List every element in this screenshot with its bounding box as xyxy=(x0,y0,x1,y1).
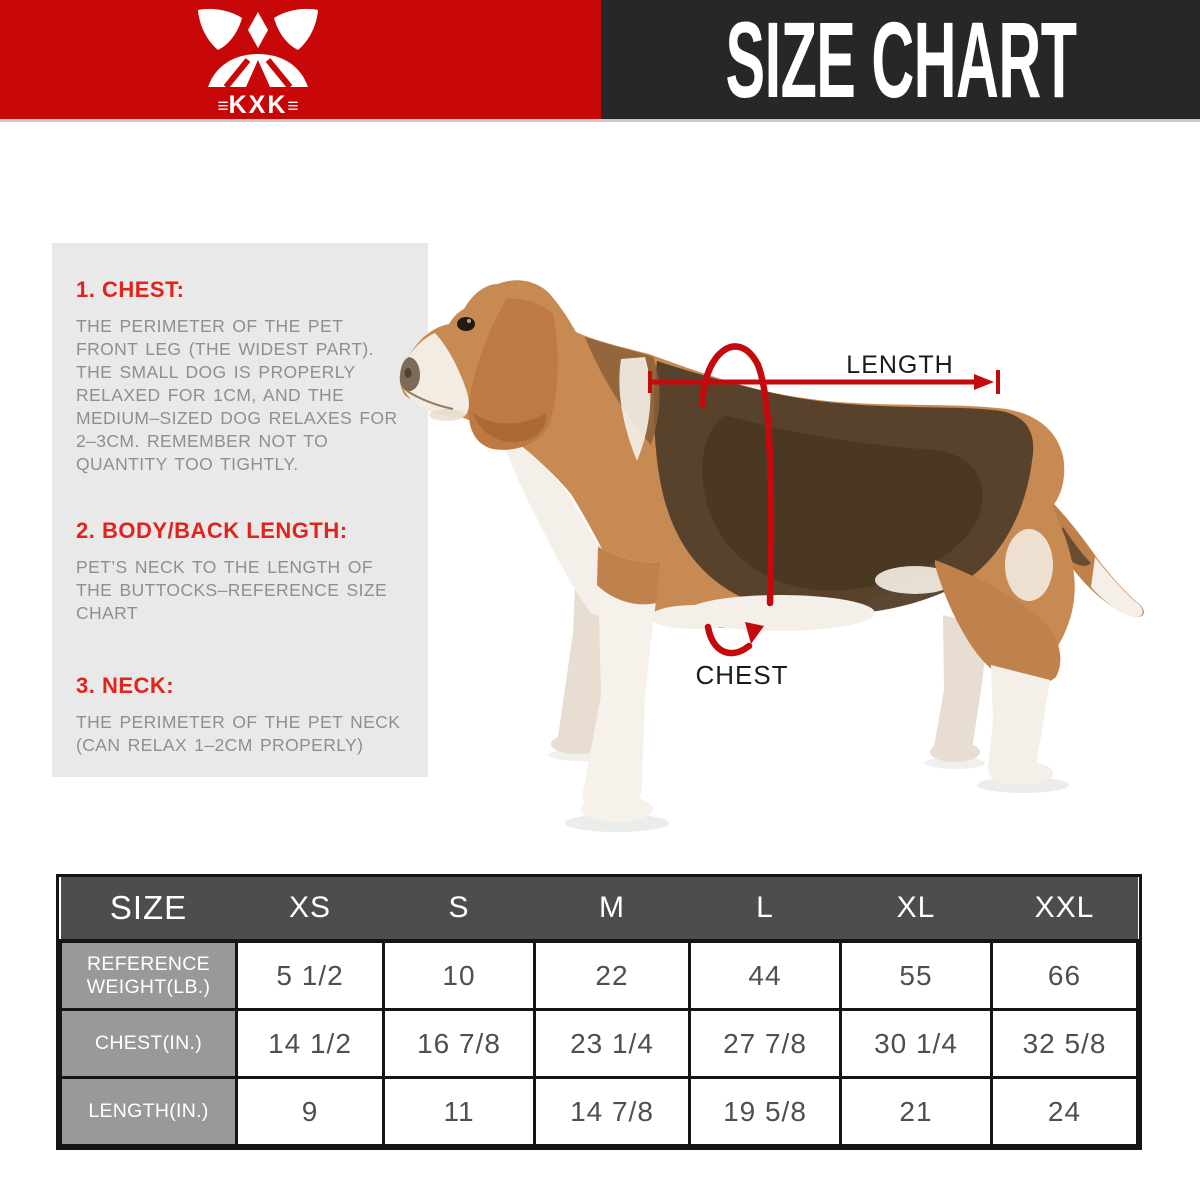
chest-s: 16 7/8 xyxy=(384,1010,535,1078)
length-xl: 21 xyxy=(841,1078,992,1146)
weight-xxl: 66 xyxy=(992,941,1138,1010)
col-header-m: M xyxy=(535,877,690,941)
size-table xyxy=(56,874,1142,1150)
instruction-3-heading: 3. NECK: xyxy=(76,673,175,698)
chest-xl: 30 1/4 xyxy=(841,1010,992,1078)
instruction-3-body: THE PERIMETER OF THE PET NECK (CAN RELAX 1–2CM PROPERLY) xyxy=(76,712,401,755)
logo-bars-right: ≡ xyxy=(287,96,299,117)
dog-eye xyxy=(457,317,475,331)
chest-xs: 14 1/2 xyxy=(237,1010,384,1078)
instruction-1-heading: 1. CHEST: xyxy=(76,277,185,302)
col-header-l: L xyxy=(690,877,841,941)
brand-wordmark xyxy=(196,91,320,119)
dog-measurement-diagram xyxy=(395,265,1175,860)
chest-l: 27 7/8 xyxy=(690,1010,841,1078)
kxk-logo-icon xyxy=(196,8,320,88)
length-m: 14 7/8 xyxy=(535,1078,690,1146)
length-arrowhead xyxy=(974,374,994,390)
row-label-weight: REFERENCE WEIGHT(LB.) xyxy=(61,941,237,1010)
chest-label: CHEST xyxy=(695,660,789,690)
length-label: LENGTH xyxy=(846,351,954,379)
row-label-chest: CHEST(IN.) xyxy=(61,1010,237,1078)
page-title: SIZE CHART xyxy=(725,0,1076,120)
weight-s: 10 xyxy=(384,941,535,1010)
brand-logo xyxy=(196,8,320,119)
weight-l: 44 xyxy=(690,941,841,1010)
table-row xyxy=(61,941,1138,1010)
weight-xs: 5 1/2 xyxy=(237,941,384,1010)
col-header-s: S xyxy=(384,877,535,941)
row-label-length: LENGTH(IN.) xyxy=(61,1078,237,1146)
instruction-2-heading: 2. BODY/BACK LENGTH: xyxy=(76,518,348,543)
col-header-xl: XL xyxy=(841,877,992,941)
table-header-row xyxy=(61,877,1138,941)
col-header-xs: XS xyxy=(237,877,384,941)
table-row xyxy=(61,1010,1138,1078)
header-band xyxy=(0,0,1200,122)
table-row xyxy=(61,1078,1138,1146)
length-xs: 9 xyxy=(237,1078,384,1146)
length-xxl: 24 xyxy=(992,1078,1138,1146)
instruction-1-body: THE PERIMETER OF THE PET FRONT LEG (THE WIDEST PART). THE SMALL DOG IS PROPERLY RELAXED FOR 1CM, AND THE MEDIUM–SIZED DOG RELAXES FOR 2–3CM. REMEMBER NOT TO QUANTITY TOO TIGHTLY. xyxy=(76,316,398,474)
title-panel xyxy=(601,0,1200,119)
weight-xl: 55 xyxy=(841,941,992,1010)
col-header-size: SIZE xyxy=(61,877,237,941)
logo-bars-left: ≡ xyxy=(217,96,229,117)
chest-m: 23 1/4 xyxy=(535,1010,690,1078)
length-s: 11 xyxy=(384,1078,535,1146)
weight-m: 22 xyxy=(535,941,690,1010)
brand-name: KXK xyxy=(228,91,288,119)
length-l: 19 5/8 xyxy=(690,1078,841,1146)
instruction-2-body: PET’S NECK TO THE LENGTH OF THE BUTTOCKS–REFERENCE SIZE CHART xyxy=(76,557,388,623)
brand-panel xyxy=(0,0,601,119)
chest-xxl: 32 5/8 xyxy=(992,1010,1138,1078)
col-header-xxl: XXL xyxy=(992,877,1138,941)
measurement-instructions xyxy=(52,243,428,777)
